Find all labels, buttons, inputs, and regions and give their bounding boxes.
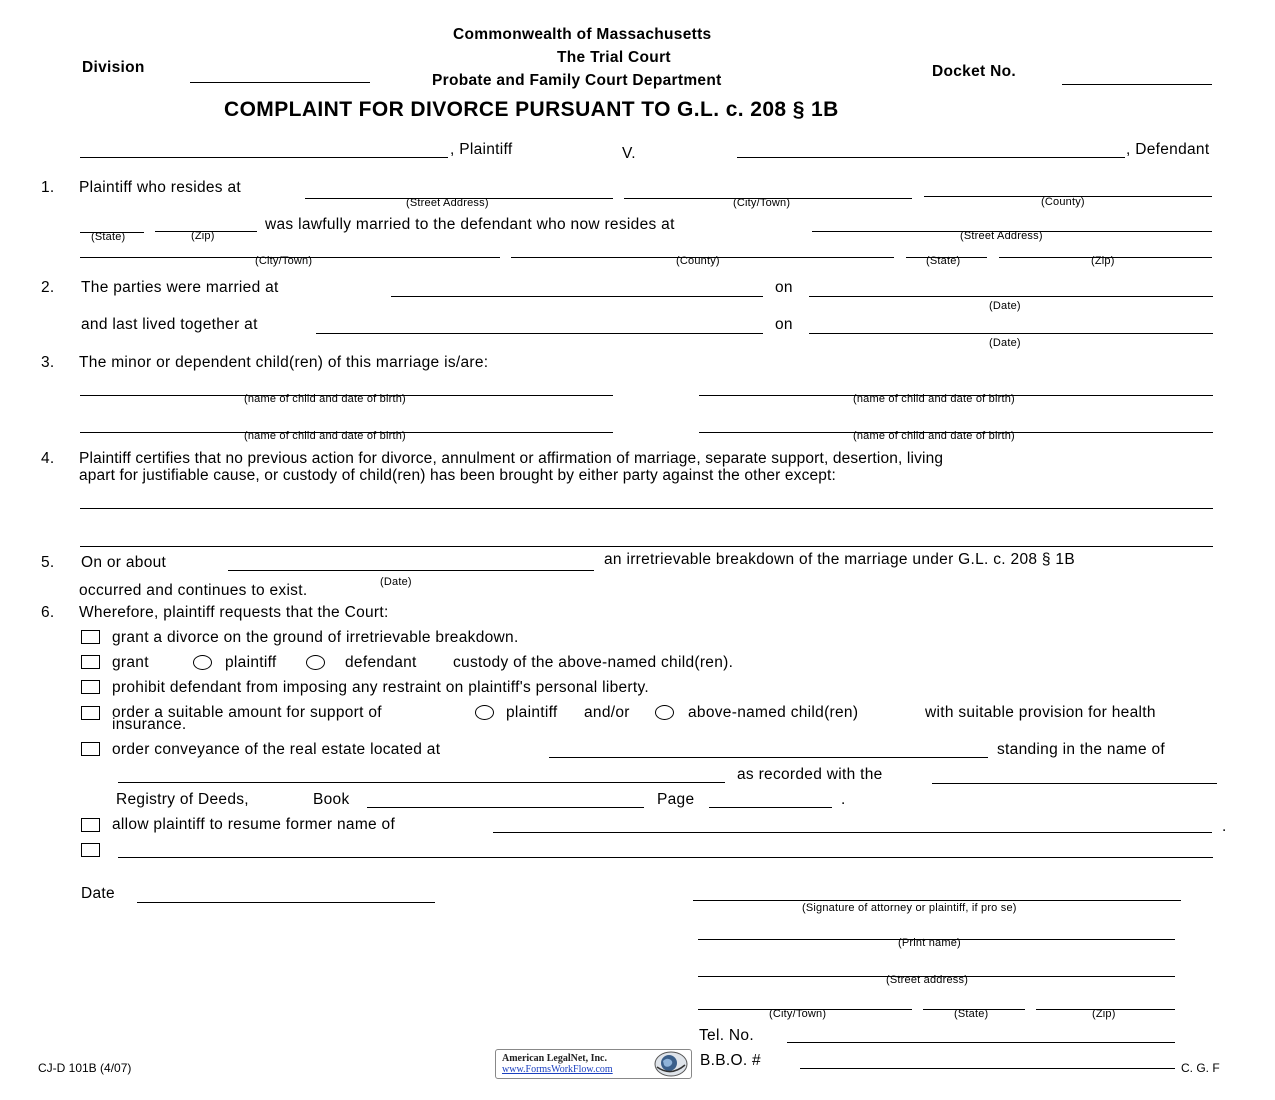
real-estate-location-field[interactable] (549, 743, 988, 757)
american-legalnet-logo (495, 1049, 692, 1079)
request-divorce-checkbox[interactable] (81, 630, 100, 644)
caption-child: (name of child and date of birth) (244, 430, 406, 442)
other-request-field[interactable] (118, 843, 1213, 857)
versus-label: V. (622, 145, 636, 162)
plaintiff-street-field[interactable] (305, 184, 613, 198)
item-4-text-line-2: apart for justifiable cause, or custody of child(ren) has been brought by either party against the other except: (79, 467, 836, 484)
caption-zip: (Zip) (1091, 255, 1115, 267)
registry-field[interactable] (932, 769, 1217, 783)
item-4-text-line-1: Plaintiff certifies that no previous action for divorce, annulment or affirmation of marriage, separate support, desertion, living (79, 450, 944, 467)
registry-line (932, 783, 1217, 784)
item-3-number: 3. (41, 354, 55, 371)
defendant-name-field[interactable] (737, 143, 1125, 157)
exception-field-1[interactable] (80, 494, 1213, 508)
item-3-text: The minor or dependent child(ren) of this marriage is/are: (79, 354, 489, 371)
request-custody-grant-label: grant (112, 654, 149, 671)
breakdown-date-field[interactable] (228, 556, 594, 570)
book-label: Book (313, 791, 350, 808)
support-insurance-text: insurance. (112, 716, 187, 733)
custody-defendant-label: defendant (345, 654, 417, 671)
caption-date: (Date) (989, 337, 1021, 349)
date-label: Date (81, 885, 115, 902)
item-2-lived-text: and last lived together at (81, 316, 258, 333)
request-conveyance-label: order conveyance of the real estate located at (112, 741, 441, 758)
signer-state-field[interactable] (923, 995, 1025, 1009)
request-custody-checkbox[interactable] (81, 655, 100, 669)
recorded-with-text: as recorded with the (737, 766, 883, 783)
division-field[interactable] (190, 68, 370, 82)
former-name-field[interactable] (493, 818, 1212, 832)
book-field[interactable] (367, 793, 644, 807)
item-5-continues-text: occurred and continues to exist. (79, 582, 308, 599)
custody-defendant-radio[interactable] (306, 655, 325, 670)
support-children-label: above-named child(ren) (688, 704, 859, 721)
date-field[interactable] (137, 888, 435, 902)
signature-field[interactable] (693, 886, 1181, 900)
logo-url[interactable]: www.FormsWorkFlow.com (502, 1064, 613, 1075)
plaintiff-zip-field[interactable] (155, 217, 257, 231)
defendant-label: , Defendant (1126, 141, 1210, 158)
signer-zip-field[interactable] (1036, 995, 1175, 1009)
record-owner-field[interactable] (118, 768, 725, 782)
form-id: CJ-D 101B (4/07) (38, 1061, 132, 1075)
signature-line (693, 900, 1181, 901)
last-lived-place-line (316, 333, 763, 334)
former-name-line (493, 832, 1212, 833)
exception-line-1 (80, 508, 1213, 509)
globe-icon (654, 1051, 688, 1077)
caption-street-address: (Street Address) (960, 230, 1043, 242)
caption-child: (name of child and date of birth) (244, 393, 406, 405)
request-other-checkbox[interactable] (81, 843, 100, 857)
marriage-place-field[interactable] (391, 282, 763, 296)
bbo-line (800, 1068, 1175, 1069)
caption-child: (name of child and date of birth) (853, 393, 1015, 405)
exception-field-2[interactable] (80, 532, 1213, 546)
plaintiff-label: , Plaintiff (450, 141, 513, 158)
request-support-checkbox[interactable] (81, 706, 100, 720)
logo-company-name: American LegalNet, Inc. (502, 1053, 607, 1064)
last-lived-date-line (809, 333, 1213, 334)
support-children-radio[interactable] (655, 705, 674, 720)
page-label: Page (657, 791, 695, 808)
marriage-date-line (809, 296, 1213, 297)
page-field[interactable] (709, 793, 832, 807)
tel-line (787, 1042, 1175, 1043)
bbo-label: B.B.O. # (700, 1052, 761, 1069)
custody-plaintiff-label: plaintiff (225, 654, 277, 671)
registry-of-deeds-label: Registry of Deeds, (116, 791, 249, 808)
caption-zip: (Zip) (1092, 1008, 1116, 1020)
caption-street-address: (Street Address) (406, 197, 489, 209)
item-1-text: Plaintiff who resides at (79, 179, 241, 196)
caption-county: (County) (1041, 196, 1085, 208)
support-plaintiff-label: plaintiff (506, 704, 558, 721)
support-plaintiff-radio[interactable] (475, 705, 494, 720)
item-2-on-label-2: on (775, 316, 793, 333)
caption-print-name: (Print name) (898, 937, 961, 949)
caption-state: (State) (954, 1008, 989, 1020)
caption-city-town: (City/Town) (255, 255, 313, 267)
request-restraint-checkbox[interactable] (81, 680, 100, 694)
item-2-text: The parties were married at (81, 279, 279, 296)
custody-plaintiff-radio[interactable] (193, 655, 212, 670)
exception-line-2 (80, 546, 1213, 547)
date-line (137, 902, 435, 903)
support-provision-text: with suitable provision for health (925, 704, 1156, 721)
plaintiff-state-field[interactable] (80, 218, 144, 232)
request-support-label: order a suitable amount for support of (112, 704, 382, 721)
request-former-name-label: allow plaintiff to resume former name of (112, 816, 396, 833)
caption-child: (name of child and date of birth) (853, 430, 1015, 442)
bbo-field[interactable] (800, 1054, 1175, 1068)
request-restraint-label: prohibit defendant from imposing any restraint on plaintiff's personal liberty. (112, 679, 650, 696)
real-estate-location-line (549, 757, 988, 758)
other-request-line (118, 857, 1213, 858)
item-5-on-about: On or about (81, 554, 167, 571)
caption-county: (County) (676, 255, 720, 267)
caption-zip: (Zip) (191, 230, 215, 242)
page-period: . (841, 791, 846, 808)
item-6-number: 6. (41, 604, 55, 621)
header-department: Probate and Family Court Department (432, 72, 722, 89)
tel-field[interactable] (787, 1028, 1175, 1042)
item-1-number: 1. (41, 179, 55, 196)
item-2-on-label: on (775, 279, 793, 296)
tel-label: Tel. No. (699, 1027, 754, 1044)
last-lived-date-field[interactable] (809, 319, 1213, 333)
defendant-street-field[interactable] (812, 217, 1212, 231)
caption-signature: (Signature of attorney or plaintiff, if pro se) (802, 902, 1017, 914)
request-former-name-checkbox[interactable] (81, 818, 100, 832)
header-commonwealth: Commonwealth of Massachusetts (453, 26, 712, 43)
docket-label: Docket No. (932, 63, 1016, 80)
caption-date: (Date) (989, 300, 1021, 312)
item-4-number: 4. (41, 450, 55, 467)
header-trial-court: The Trial Court (557, 49, 671, 66)
caption-street-address: (Street address) (886, 974, 969, 986)
record-owner-line (118, 782, 725, 783)
item-2-number: 2. (41, 279, 55, 296)
support-andor-label: and/or (584, 704, 630, 721)
former-name-period: . (1222, 818, 1227, 835)
division-line (190, 82, 370, 83)
cgf-code: C. G. F (1181, 1061, 1220, 1075)
request-conveyance-checkbox[interactable] (81, 742, 100, 756)
standing-in-name-text: standing in the name of (997, 741, 1166, 758)
request-divorce-label: grant a divorce on the ground of irretrievable breakdown. (112, 629, 519, 646)
caption-city-town: (City/Town) (733, 197, 791, 209)
docket-line (1062, 84, 1212, 85)
signer-city-field[interactable] (698, 995, 912, 1009)
defendant-line (737, 157, 1125, 158)
caption-city-town: (City/Town) (769, 1008, 827, 1020)
marriage-date-field[interactable] (809, 282, 1213, 296)
breakdown-date-line (228, 570, 594, 571)
plaintiff-county-field[interactable] (924, 182, 1212, 196)
plaintiff-name-field[interactable] (80, 143, 448, 157)
last-lived-place-field[interactable] (316, 319, 763, 333)
item-1-married-text: was lawfully married to the defendant who now resides at (265, 216, 675, 233)
item-5-breakdown-text: an irretrievable breakdown of the marriage under G.L. c. 208 § 1B (604, 551, 1075, 568)
caption-state: (State) (91, 231, 126, 243)
caption-date: (Date) (380, 576, 412, 588)
item-5-number: 5. (41, 554, 55, 571)
plaintiff-city-field[interactable] (624, 184, 912, 198)
book-line (367, 807, 644, 808)
item-6-text: Wherefore, plaintiff requests that the Court: (79, 604, 389, 621)
page-line (709, 807, 832, 808)
custody-text: custody of the above-named child(ren). (453, 654, 734, 671)
form-title: COMPLAINT FOR DIVORCE PURSUANT TO G.L. c. 208 § 1B (224, 98, 839, 121)
plaintiff-line (80, 157, 448, 158)
marriage-place-line (391, 296, 763, 297)
division-label: Division (82, 59, 145, 76)
caption-state: (State) (926, 255, 961, 267)
docket-field[interactable] (1062, 70, 1212, 84)
